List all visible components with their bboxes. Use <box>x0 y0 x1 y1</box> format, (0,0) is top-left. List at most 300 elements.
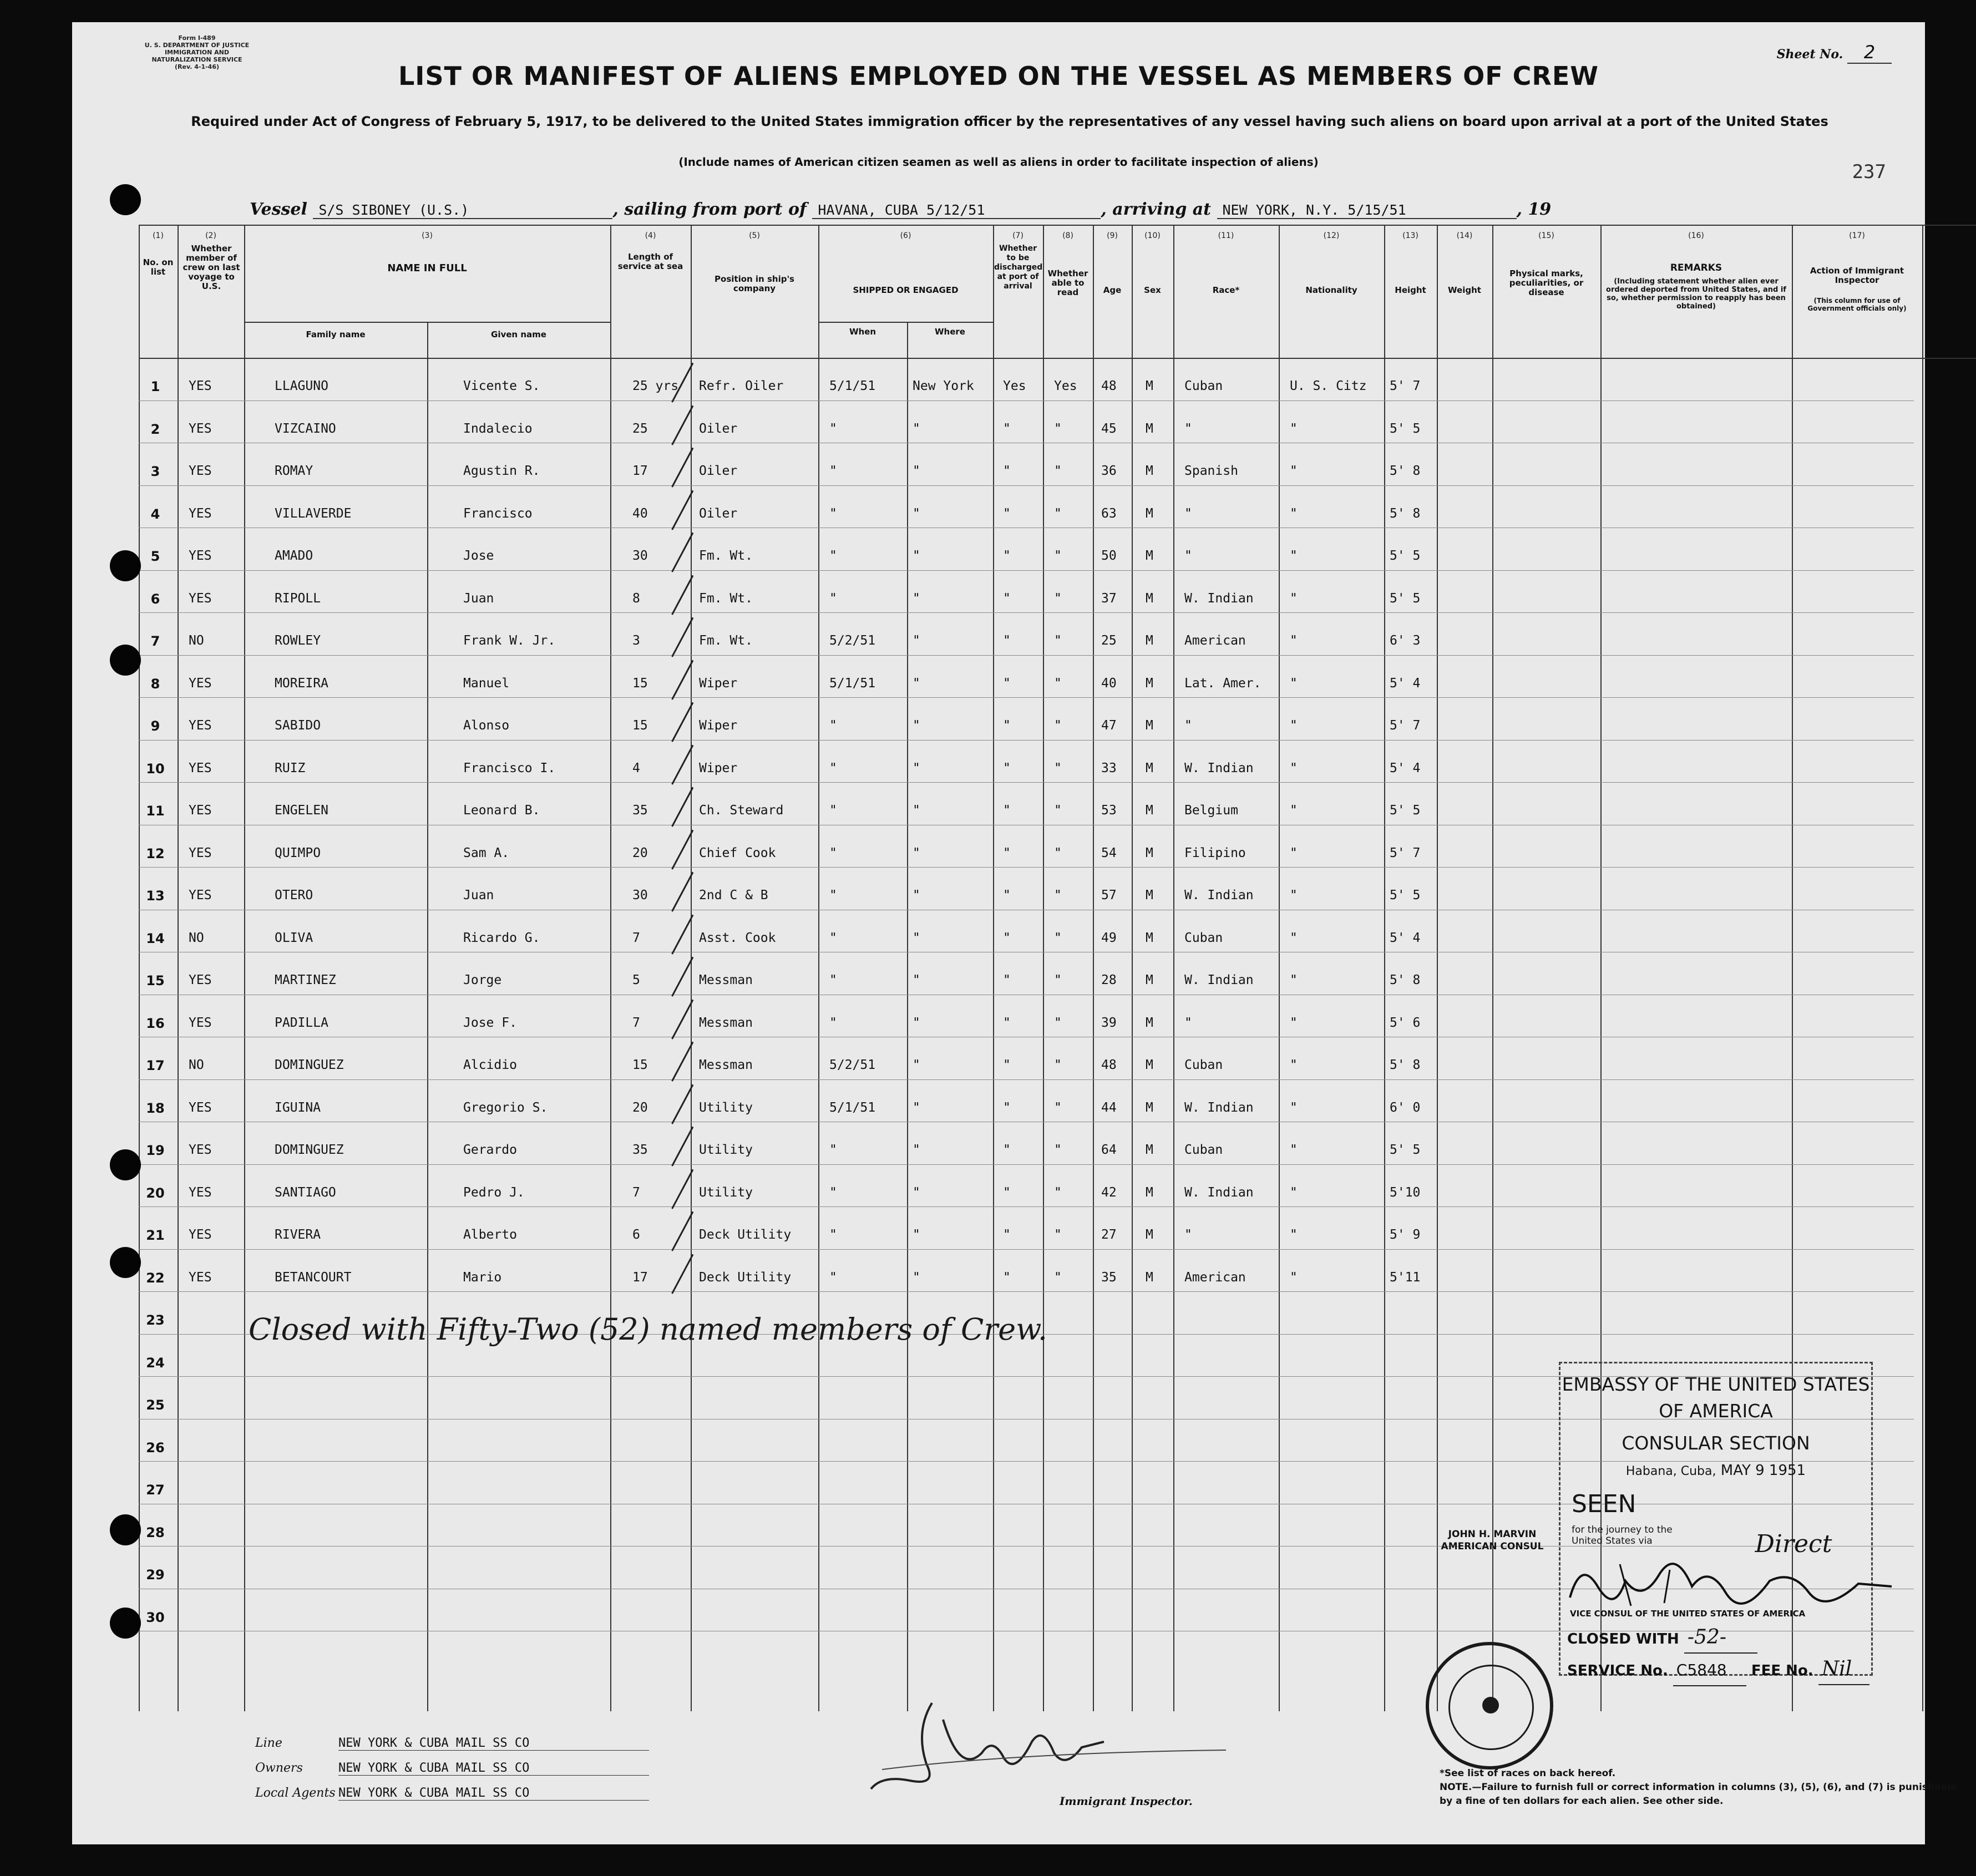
crew-cell-nat: " <box>1290 888 1298 902</box>
crew-cell-disch: " <box>1003 930 1011 945</box>
crew-cell-sex: M <box>1146 1058 1153 1072</box>
empty-row-number: 28 <box>146 1524 165 1540</box>
col-header-given: Given name <box>491 329 546 339</box>
col16-num: (16) <box>1688 231 1704 240</box>
crew-cell-given: Sam A. <box>463 845 510 860</box>
col17-num: (17) <box>1849 231 1865 240</box>
punch-hole <box>110 1247 141 1278</box>
crew-cell-height: 5' 4 <box>1390 760 1421 775</box>
crew-cell-no: 15 <box>146 973 165 988</box>
crew-cell-given: Indalecio <box>463 421 533 436</box>
crew-cell-sex: M <box>1146 506 1153 521</box>
crew-cell-height: 5' 9 <box>1390 1228 1421 1242</box>
crew-cell-race: " <box>1184 1015 1192 1030</box>
col14-num: (14) <box>1456 231 1473 240</box>
empty-row-number: 30 <box>146 1609 165 1625</box>
crew-cell-given: Alberto <box>463 1228 517 1242</box>
crew-cell-disch: " <box>1003 1143 1011 1157</box>
crew-cell-where: " <box>913 845 920 860</box>
crew-cell-height: 5' 4 <box>1390 676 1421 691</box>
crew-cell-read: " <box>1054 973 1062 987</box>
crew-cell-given: Jose F. <box>463 1015 517 1030</box>
crew-cell-age: 48 <box>1101 1058 1117 1072</box>
crew-cell-race: Cuban <box>1184 379 1223 393</box>
embassy-via: Direct <box>1755 1530 1832 1558</box>
crew-cell-height: 5' 6 <box>1390 1015 1421 1030</box>
crew-cell-age: 47 <box>1101 718 1117 733</box>
embassy-date: MAY 9 1951 <box>1720 1462 1806 1479</box>
crew-cell-when: " <box>829 803 837 818</box>
col-header-name: NAME IN FULL <box>387 262 467 274</box>
crew-cell-prev: YES <box>189 1270 212 1285</box>
crew-cell-read: " <box>1054 633 1062 648</box>
empty-row-number: 27 <box>146 1482 165 1498</box>
row-rule <box>139 697 1914 698</box>
consul-signature <box>1559 1553 1903 1614</box>
crew-cell-no: 2 <box>150 421 160 437</box>
crew-cell-sex: M <box>1146 421 1153 436</box>
crew-cell-position: Ch. Steward <box>699 803 784 818</box>
grid-column-line <box>1437 225 1438 1711</box>
crew-cell-family: VIZCAINO <box>275 421 336 436</box>
crew-cell-service: 35 <box>632 803 648 818</box>
crew-cell-prev: NO <box>189 930 204 945</box>
crew-cell-prev: YES <box>189 1015 212 1030</box>
grid-column-line <box>1093 225 1094 1711</box>
row-rule <box>139 1291 1914 1292</box>
crew-cell-when: " <box>829 888 837 902</box>
crew-cell-nat: " <box>1290 803 1298 818</box>
embassy-line2: OF AMERICA <box>1659 1400 1773 1422</box>
crew-cell-height: 5' 8 <box>1390 973 1421 987</box>
crew-cell-disch: " <box>1003 1228 1011 1242</box>
crew-cell-no: 17 <box>146 1058 165 1073</box>
consul-name: JOHN H. MARVIN <box>1448 1529 1537 1540</box>
crew-cell-race: Cuban <box>1184 930 1223 945</box>
crew-cell-race: W. Indian <box>1184 888 1254 902</box>
crew-cell-service: 25 yrs <box>632 379 679 393</box>
crew-cell-disch: " <box>1003 1100 1011 1115</box>
crew-cell-height: 6' 0 <box>1390 1100 1421 1115</box>
punch-hole <box>110 1149 141 1180</box>
crew-cell-sex: M <box>1146 760 1153 775</box>
crew-cell-race: Cuban <box>1184 1058 1223 1072</box>
row-rule <box>139 485 1914 486</box>
crew-cell-nat: " <box>1290 1270 1298 1285</box>
crew-cell-race: Cuban <box>1184 1143 1223 1157</box>
crew-cell-service: 15 <box>632 1058 648 1072</box>
grid-column-line <box>1492 225 1493 1711</box>
fee-value: Nil <box>1818 1654 1869 1685</box>
crew-cell-sex: M <box>1146 1015 1153 1030</box>
crew-cell-family: SANTIAGO <box>275 1185 336 1200</box>
crew-cell-age: 36 <box>1101 464 1117 478</box>
crew-cell-prev: YES <box>189 973 212 987</box>
crew-cell-read: " <box>1054 803 1062 818</box>
crew-cell-race: W. Indian <box>1184 591 1254 606</box>
crew-cell-service: 40 <box>632 506 648 521</box>
crew-cell-sex: M <box>1146 1270 1153 1285</box>
crew-cell-no: 20 <box>146 1185 165 1201</box>
crew-cell-sex: M <box>1146 888 1153 902</box>
punch-hole <box>110 1514 141 1545</box>
sailing-label: , sailing from port of <box>612 200 807 219</box>
crew-cell-family: PADILLA <box>275 1015 328 1030</box>
crew-cell-position: Wiper <box>699 718 738 733</box>
crew-cell-where: " <box>913 1228 920 1242</box>
crew-cell-read: " <box>1054 760 1062 775</box>
crew-cell-prev: YES <box>189 845 212 860</box>
consul-title: AMERICAN CONSUL <box>1441 1541 1544 1552</box>
crew-cell-no: 19 <box>146 1143 165 1158</box>
crew-cell-height: 5' 5 <box>1390 888 1421 902</box>
crew-cell-height: 5'10 <box>1390 1185 1421 1200</box>
col9-num: (9) <box>1107 231 1118 240</box>
crew-cell-position: Messman <box>699 973 753 987</box>
service-label: SERVICE No. <box>1567 1662 1668 1679</box>
crew-cell-where: " <box>913 803 920 818</box>
crew-cell-where: " <box>913 1185 920 1200</box>
crew-cell-disch: " <box>1003 676 1011 691</box>
row-rule <box>139 1164 1914 1165</box>
crew-cell-read: " <box>1054 1185 1062 1200</box>
crew-cell-where: " <box>913 1143 920 1157</box>
crew-cell-disch: " <box>1003 1058 1011 1072</box>
crew-cell-no: 4 <box>150 506 160 522</box>
crew-cell-service: 15 <box>632 718 648 733</box>
grid-column-line <box>244 225 245 1711</box>
crew-cell-family: ENGELEN <box>275 803 328 818</box>
crew-cell-no: 21 <box>146 1228 165 1243</box>
empty-row-number: 25 <box>146 1397 165 1413</box>
crew-cell-where: New York <box>913 379 974 393</box>
crew-cell-where: " <box>913 549 920 563</box>
crew-cell-given: Alcidio <box>463 1058 517 1072</box>
row-rule <box>139 570 1914 571</box>
crew-cell-no: 5 <box>150 549 160 564</box>
crew-cell-race: American <box>1184 633 1246 648</box>
crew-cell-sex: M <box>1146 464 1153 478</box>
col-header-sex: Sex <box>1144 285 1161 295</box>
grid-column-line <box>427 322 428 1711</box>
form-dept: U. S. DEPARTMENT OF JUSTICE <box>144 42 250 49</box>
crew-cell-position: Chief Cook <box>699 845 776 860</box>
row-rule <box>139 400 1914 401</box>
crew-cell-when: 5/2/51 <box>829 1058 876 1072</box>
crew-cell-sex: M <box>1146 676 1153 691</box>
col-header-action-note: (This column for use of Government officials only) <box>1807 297 1907 312</box>
crew-cell-height: 5' 4 <box>1390 930 1421 945</box>
voyage-line <box>250 200 1825 219</box>
crew-cell-race: " <box>1184 549 1192 563</box>
consular-seal <box>1426 1642 1553 1769</box>
crew-cell-age: 35 <box>1101 1270 1117 1285</box>
crew-cell-given: Francisco I. <box>463 760 556 775</box>
crew-cell-prev: YES <box>189 549 212 563</box>
crew-cell-age: 28 <box>1101 973 1117 987</box>
sailing-value: HAVANA, CUBA 5/12/51 <box>812 202 1101 219</box>
crew-cell-where: " <box>913 1100 920 1115</box>
crew-cell-read: " <box>1054 1228 1062 1242</box>
crew-cell-prev: YES <box>189 718 212 733</box>
col-header-remarks-note: (Including statement whether alien ever ordered deported from United States, and if so, whether permission to reapply has been obtained) <box>1606 277 1786 311</box>
crew-cell-service: 30 <box>632 549 648 563</box>
crew-cell-given: Gerardo <box>463 1143 517 1157</box>
crew-cell-where: " <box>913 633 920 648</box>
crew-cell-given: Manuel <box>463 676 510 691</box>
crew-cell-family: LLAGUNO <box>275 379 328 393</box>
crew-cell-where: " <box>913 1015 920 1030</box>
crew-cell-nat: " <box>1290 676 1298 691</box>
crew-cell-no: 9 <box>150 718 160 734</box>
embassy-place: Habana, Cuba, <box>1625 1464 1716 1478</box>
crew-cell-service: 7 <box>632 930 640 945</box>
crew-cell-sex: M <box>1146 549 1153 563</box>
crew-cell-where: " <box>913 421 920 436</box>
crew-cell-sex: M <box>1146 633 1153 648</box>
crew-cell-service: 25 <box>632 421 648 436</box>
crew-cell-age: 40 <box>1101 676 1117 691</box>
crew-cell-where: " <box>913 1270 920 1285</box>
crew-cell-position: Fm. Wt. <box>699 591 753 606</box>
grid-subheader-line <box>818 322 993 323</box>
crew-cell-family: RUIZ <box>275 760 306 775</box>
crew-cell-sex: M <box>1146 379 1153 393</box>
crew-cell-given: Alonso <box>463 718 510 733</box>
row-rule <box>139 1206 1914 1207</box>
crew-cell-nat: U. S. Citz <box>1290 379 1367 393</box>
year-label: , 19 <box>1516 200 1552 219</box>
crew-cell-family: BETANCOURT <box>275 1270 352 1285</box>
crew-cell-nat: " <box>1290 1143 1298 1157</box>
crew-cell-given: Ricardo G. <box>463 930 540 945</box>
crew-cell-when: 5/1/51 <box>829 379 876 393</box>
crew-cell-disch: " <box>1003 888 1011 902</box>
crew-cell-read: " <box>1054 506 1062 521</box>
crew-cell-when: 5/1/51 <box>829 676 876 691</box>
crew-cell-read: " <box>1054 718 1062 733</box>
include-note: (Include names of American citizen seamen as well as aliens in order to facilitate inspection of aliens) <box>678 155 1319 169</box>
crew-cell-sex: M <box>1146 1143 1153 1157</box>
crew-cell-sex: M <box>1146 803 1153 818</box>
embassy-line3: CONSULAR SECTION <box>1622 1432 1810 1454</box>
crew-cell-position: Utility <box>699 1100 753 1115</box>
grid-column-line <box>993 225 994 1711</box>
crew-cell-where: " <box>913 1058 920 1072</box>
col-header-no: No. on list <box>143 257 174 277</box>
crew-cell-height: 5' 5 <box>1390 549 1421 563</box>
col5-num: (5) <box>749 231 760 240</box>
crew-cell-nat: " <box>1290 1100 1298 1115</box>
crew-cell-where: " <box>913 676 920 691</box>
crew-cell-age: 54 <box>1101 845 1117 860</box>
crew-cell-position: Messman <box>699 1058 753 1072</box>
crew-cell-service: 35 <box>632 1143 648 1157</box>
crew-cell-age: 39 <box>1101 1015 1117 1030</box>
crew-cell-service: 20 <box>632 1100 648 1115</box>
crew-cell-race: Filipino <box>1184 845 1246 860</box>
embassy-line1: EMBASSY OF THE UNITED STATES <box>1562 1373 1870 1395</box>
crew-cell-disch: " <box>1003 591 1011 606</box>
row-rule <box>139 1079 1914 1080</box>
crew-cell-prev: YES <box>189 803 212 818</box>
crew-cell-disch: Yes <box>1003 379 1026 393</box>
crew-cell-height: 5' 7 <box>1390 718 1421 733</box>
crew-cell-height: 5' 7 <box>1390 845 1421 860</box>
crew-cell-given: Gregorio S. <box>463 1100 548 1115</box>
col-header-nationality: Nationality <box>1305 285 1357 295</box>
crew-cell-height: 5' 8 <box>1390 464 1421 478</box>
row-rule <box>139 782 1914 783</box>
crew-cell-race: W. Indian <box>1184 1185 1254 1200</box>
vessel-value: S/S SIBONEY (U.S.) <box>313 202 612 219</box>
crew-cell-when: " <box>829 591 837 606</box>
sheet-number <box>1777 42 1892 64</box>
crew-cell-race: " <box>1184 718 1192 733</box>
crew-cell-race: " <box>1184 1228 1192 1242</box>
crew-cell-race: " <box>1184 421 1192 436</box>
crew-cell-service: 5 <box>632 973 640 987</box>
crew-cell-service: 15 <box>632 676 648 691</box>
crew-cell-height: 5'11 <box>1390 1270 1421 1285</box>
owners-label: Owners <box>255 1761 303 1775</box>
crew-cell-no: 1 <box>150 379 160 394</box>
crew-cell-prev: YES <box>189 379 212 393</box>
col-header-remarks: REMARKS <box>1670 262 1722 273</box>
crew-cell-age: 42 <box>1101 1185 1117 1200</box>
sheet-label: Sheet No. <box>1776 47 1843 62</box>
col-header-when: When <box>849 327 876 337</box>
crew-cell-position: Oiler <box>699 421 738 436</box>
crew-cell-given: Frank W. Jr. <box>463 633 556 648</box>
crew-cell-race: American <box>1184 1270 1246 1285</box>
crew-cell-family: RIVERA <box>275 1228 321 1242</box>
grid-column-line <box>1279 225 1280 1711</box>
crew-cell-sex: M <box>1146 718 1153 733</box>
vessel-label: Vessel <box>250 200 307 219</box>
crew-cell-no: 8 <box>150 676 160 692</box>
crew-cell-sex: M <box>1146 973 1153 987</box>
arriving-label: , arriving at <box>1101 200 1212 219</box>
crew-cell-prev: YES <box>189 1100 212 1115</box>
crew-cell-position: Deck Utility <box>699 1228 792 1242</box>
crew-cell-no: 7 <box>150 633 160 649</box>
crew-cell-height: 5' 5 <box>1390 421 1421 436</box>
col10-num: (10) <box>1144 231 1161 240</box>
grid-column-line <box>907 322 908 1711</box>
crew-cell-prev: YES <box>189 676 212 691</box>
crew-cell-disch: " <box>1003 1270 1011 1285</box>
empty-row-number: 23 <box>146 1312 165 1328</box>
crew-cell-family: VILLAVERDE <box>275 506 352 521</box>
crew-cell-given: Jorge <box>463 973 502 987</box>
closed-value: -52- <box>1684 1623 1757 1654</box>
crew-cell-prev: YES <box>189 421 212 436</box>
crew-cell-disch: " <box>1003 973 1011 987</box>
punch-hole <box>110 550 141 581</box>
crew-cell-family: RIPOLL <box>275 591 321 606</box>
crew-cell-family: SABIDO <box>275 718 321 733</box>
crew-cell-service: 3 <box>632 633 640 648</box>
crew-cell-age: 53 <box>1101 803 1117 818</box>
crew-cell-family: MOREIRA <box>275 676 328 691</box>
crew-cell-family: DOMINGUEZ <box>275 1143 344 1157</box>
crew-cell-read: " <box>1054 1015 1062 1030</box>
punch-hole <box>110 184 141 215</box>
col15-num: (15) <box>1538 231 1554 240</box>
crew-cell-race: Spanish <box>1184 464 1238 478</box>
crew-cell-family: OTERO <box>275 888 313 902</box>
crew-cell-height: 5' 5 <box>1390 803 1421 818</box>
stamp-number: 237 <box>1852 161 1886 183</box>
crew-cell-where: " <box>913 888 920 902</box>
arriving-value: NEW YORK, N.Y. 5/15/51 <box>1217 202 1517 219</box>
row-rule <box>139 655 1914 656</box>
empty-row-number: 24 <box>146 1355 165 1371</box>
col13-num: (13) <box>1402 231 1418 240</box>
col-header-family: Family name <box>306 329 366 339</box>
crew-cell-age: 33 <box>1101 760 1117 775</box>
crew-cell-when: 5/2/51 <box>829 633 876 648</box>
crew-cell-sex: M <box>1146 591 1153 606</box>
crew-cell-when: " <box>829 845 837 860</box>
crew-cell-position: 2nd C & B <box>699 888 768 902</box>
footer-owners <box>255 1761 530 1775</box>
crew-cell-when: " <box>829 1228 837 1242</box>
crew-cell-when: " <box>829 464 837 478</box>
crew-cell-prev: YES <box>189 760 212 775</box>
crew-cell-service: 7 <box>632 1185 640 1200</box>
crew-cell-disch: " <box>1003 1015 1011 1030</box>
crew-cell-nat: " <box>1290 760 1298 775</box>
crew-cell-read: " <box>1054 1058 1062 1072</box>
crew-cell-sex: M <box>1146 1100 1153 1115</box>
grid-column-line <box>1132 225 1133 1711</box>
crew-cell-position: Wiper <box>699 760 738 775</box>
crew-cell-read: Yes <box>1054 379 1077 393</box>
closed-label: CLOSED WITH <box>1567 1631 1679 1647</box>
crew-cell-disch: " <box>1003 421 1011 436</box>
crew-cell-prev: YES <box>189 506 212 521</box>
col-header-physical: Physical marks, peculiarities, or disease <box>1509 268 1584 297</box>
crew-cell-read: " <box>1054 1270 1062 1285</box>
col8-num: (8) <box>1062 231 1073 240</box>
service-value: C5848 <box>1673 1655 1746 1686</box>
crew-cell-prev: NO <box>189 1058 204 1072</box>
embassy-journey: for the journey to the United States via <box>1572 1524 1673 1547</box>
crew-cell-prev: NO <box>189 633 204 648</box>
row-rule <box>139 867 1914 868</box>
col12-num: (12) <box>1323 231 1340 240</box>
crew-cell-service: 8 <box>632 591 640 606</box>
crew-cell-when: " <box>829 549 837 563</box>
crew-cell-disch: " <box>1003 718 1011 733</box>
crew-cell-family: MARTINEZ <box>275 973 336 987</box>
crew-cell-when: " <box>829 718 837 733</box>
crew-cell-prev: YES <box>189 1143 212 1157</box>
crew-cell-nat: " <box>1290 930 1298 945</box>
col-header-shipped: SHIPPED OR ENGAGED <box>853 285 959 295</box>
inspector-label: Immigrant Inspector. <box>1060 1794 1193 1808</box>
row-rule <box>139 1249 1914 1250</box>
crew-cell-age: 25 <box>1101 633 1117 648</box>
crew-cell-age: 27 <box>1101 1228 1117 1242</box>
crew-cell-read: " <box>1054 1100 1062 1115</box>
punch-hole <box>110 1608 141 1639</box>
seal-inner-ring <box>1448 1665 1534 1750</box>
col-header-weight: Weight <box>1448 285 1481 295</box>
inspector-signature <box>849 1686 1237 1792</box>
